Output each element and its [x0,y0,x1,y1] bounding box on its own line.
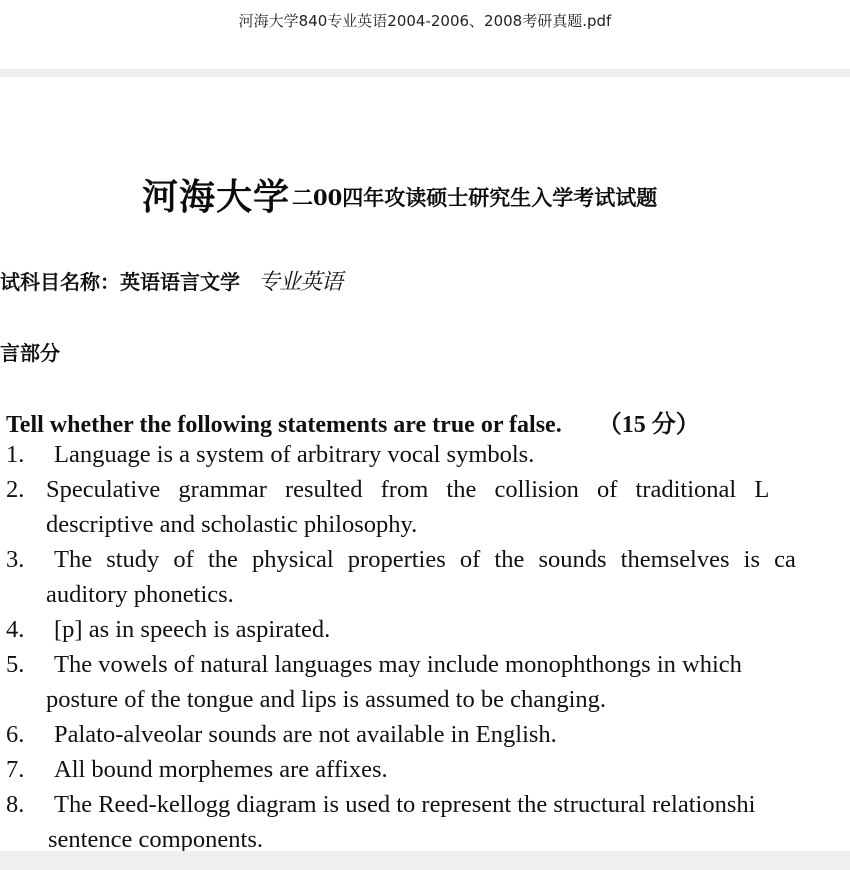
question-heading [6,404,700,439]
item-number: 6. [6,721,25,748]
section-label: 言部分 [0,341,60,365]
list-item [0,612,850,647]
page-separator-bottom [0,851,850,870]
list-item [0,787,850,851]
item-number: 3. [6,546,25,573]
item-line: [p] as in speech is aspirated. [54,616,331,643]
statement-list [0,437,850,851]
file-title: 河海大学840专业英语2004-2006、2008考研真题.pdf [238,12,612,30]
list-item [0,542,850,612]
item-text [46,437,534,472]
exam-title-rest: 二00四年攻读硕士研究生入学考试试题 [292,185,658,210]
exam-title [142,169,657,220]
pdf-page[interactable] [0,77,850,851]
item-text [46,612,330,647]
item-line: sentence components. [48,826,263,851]
item-text [46,787,755,851]
item-line: Speculative grammar resulted from the collision of traditional L [46,476,770,503]
item-line: All bound morphemes are affixes. [54,756,388,783]
item-number: 5. [6,651,25,678]
item-text [46,752,388,787]
item-number: 4. [6,616,25,643]
viewer-title-bar [0,0,850,44]
exam-title-university: 河海大学 [142,176,291,218]
item-number: 8. [6,791,25,818]
item-line: Palato-alveolar sounds are not available in English. [54,721,557,748]
question-heading-text: Tell whether the following statements are true or false. [6,412,562,438]
list-item [0,717,850,752]
handwritten-subject: 专业英语 [258,270,343,295]
item-line: auditory phonetics. [46,581,234,608]
list-item [0,437,850,472]
item-number: 7. [6,756,25,783]
item-line: posture of the tongue and lips is assumed to be changing. [46,686,606,713]
item-line: Language is a system of arbitrary vocal symbols. [54,441,535,468]
list-item [0,647,850,717]
item-text [46,647,742,717]
item-line: The Reed-kellogg diagram is used to represent the structural relationshi [54,791,756,818]
item-line: The vowels of natural languages may include monophthongs in which [54,651,742,678]
subject-label: 试科目名称：英语语言文学 [0,270,240,294]
item-text [46,717,557,752]
item-line: descriptive and scholastic philosophy. [46,511,418,538]
list-item [0,472,850,542]
list-item [0,752,850,787]
item-number: 2. [6,476,25,503]
subject-line [0,265,342,296]
item-line: The study of the physical properties of the sounds themselves is ca [54,546,796,573]
page-separator [0,69,850,77]
item-text [46,542,796,612]
item-number: 1. [6,441,25,468]
question-score: （15 分） [597,412,700,438]
item-text [46,472,769,542]
